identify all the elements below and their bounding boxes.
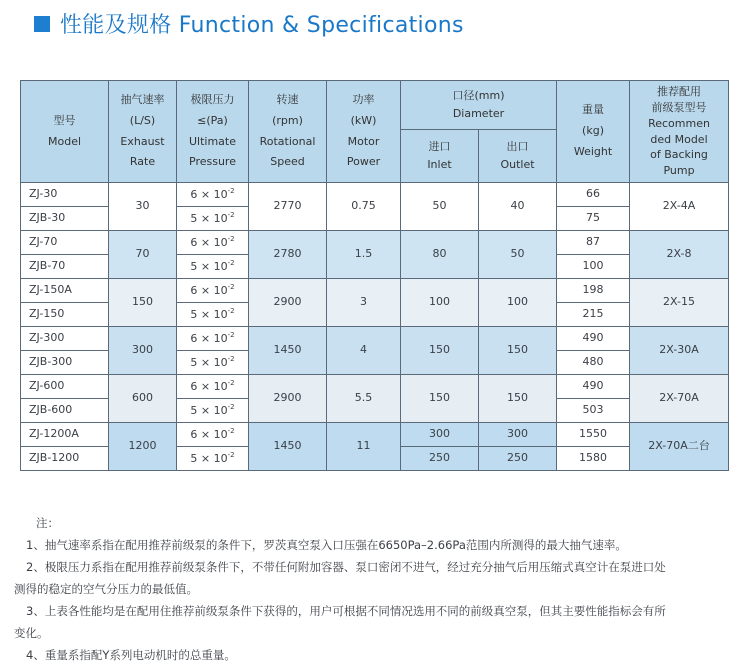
outlet-cell: 100 [479, 279, 557, 327]
weight-cell: 490 [557, 375, 630, 399]
model-cell: ZJ-150A [21, 279, 109, 303]
table-body [21, 183, 729, 471]
inlet-cell: 250 [401, 447, 479, 471]
outlet-cell: 50 [479, 231, 557, 279]
backing-cell: 2X-70A二台 [630, 423, 729, 471]
power-cell: 4 [327, 327, 401, 375]
header-rate: 抽气速率 (L/S) Exhaust Rate [109, 81, 177, 183]
rate-cell: 30 [109, 183, 177, 231]
pressure-cell: $5 \times 10^{-2}$ [177, 447, 249, 471]
notes-label: 注： [36, 516, 59, 530]
power-cell: 11 [327, 423, 401, 471]
pressure-cell: $6 \times 10^{-2}$ [177, 183, 249, 207]
note-3-continued: 变化。 [14, 626, 49, 640]
backing-cell: 2X-15 [630, 279, 729, 327]
pressure-cell: $6 \times 10^{-2}$ [177, 327, 249, 351]
notes-section [14, 512, 734, 666]
header-inlet: 进口 Inlet [401, 130, 479, 183]
inlet-cell: 300 [401, 423, 479, 447]
weight-cell: 1580 [557, 447, 630, 471]
inlet-cell: 100 [401, 279, 479, 327]
pressure-cell: $5 \times 10^{-2}$ [177, 303, 249, 327]
model-cell: ZJB-600 [21, 399, 109, 423]
spec-table [20, 80, 729, 471]
section-header [34, 8, 464, 39]
note-3: 3、上表各性能均是在配用住推荐前级泵条件下获得的，用户可根据不同情况选用不同的前级真空泵，但其主要性能指标会有所 [26, 604, 666, 618]
model-cell: ZJ-70 [21, 231, 109, 255]
weight-cell: 66 [557, 183, 630, 207]
backing-cell: 2X-30A [630, 327, 729, 375]
header-speed: 转速 (rpm) Rotational Speed [249, 81, 327, 183]
backing-cell: 2X-70A [630, 375, 729, 423]
backing-cell: 2X-4A [630, 183, 729, 231]
table-row [21, 279, 729, 303]
header-model: 型号 Model [21, 81, 109, 183]
model-cell: ZJ-150 [21, 303, 109, 327]
weight-cell: 75 [557, 207, 630, 231]
inlet-cell: 150 [401, 375, 479, 423]
table-header [21, 81, 729, 183]
pressure-cell: $6 \times 10^{-2}$ [177, 279, 249, 303]
outlet-cell: 150 [479, 375, 557, 423]
model-cell: ZJ-1200A [21, 423, 109, 447]
pressure-cell: $5 \times 10^{-2}$ [177, 255, 249, 279]
rate-cell: 70 [109, 231, 177, 279]
weight-cell: 503 [557, 399, 630, 423]
pressure-cell: $5 \times 10^{-2}$ [177, 399, 249, 423]
header-backing-pump: 推荐配用 前级泵型号 Recommen ded Model of Backing Pump [630, 81, 729, 183]
model-cell: ZJB-300 [21, 351, 109, 375]
pressure-cell: $6 \times 10^{-2}$ [177, 231, 249, 255]
weight-cell: 1550 [557, 423, 630, 447]
weight-cell: 198 [557, 279, 630, 303]
model-cell: ZJ-600 [21, 375, 109, 399]
header-pressure: 极限压力 ≤(Pa) Ultimate Pressure [177, 81, 249, 183]
outlet-cell: 250 [479, 447, 557, 471]
weight-cell: 480 [557, 351, 630, 375]
weight-cell: 87 [557, 231, 630, 255]
speed-cell: 2780 [249, 231, 327, 279]
table-row [21, 423, 729, 447]
table-row [21, 183, 729, 207]
power-cell: 3 [327, 279, 401, 327]
rate-cell: 1200 [109, 423, 177, 471]
pressure-cell: $6 \times 10^{-2}$ [177, 423, 249, 447]
weight-cell: 215 [557, 303, 630, 327]
inlet-cell: 80 [401, 231, 479, 279]
note-2: 2、极限压力系指在配用推荐前级泵条件下，不带任何附加容器、泵口密闭不进气，经过充分抽气后用压缩式真空计在泵进口处 [26, 560, 666, 574]
rate-cell: 300 [109, 327, 177, 375]
header-weight: 重量 (kg) Weight [557, 81, 630, 183]
pressure-cell: $5 \times 10^{-2}$ [177, 351, 249, 375]
model-cell: ZJB-30 [21, 207, 109, 231]
speed-cell: 2770 [249, 183, 327, 231]
speed-cell: 2900 [249, 375, 327, 423]
model-cell: ZJ-30 [21, 183, 109, 207]
power-cell: 0.75 [327, 183, 401, 231]
weight-cell: 490 [557, 327, 630, 351]
table-row [21, 327, 729, 351]
header-outlet: 出口 Outlet [479, 130, 557, 183]
model-cell: ZJB-1200 [21, 447, 109, 471]
table-row [21, 231, 729, 255]
pressure-cell: $6 \times 10^{-2}$ [177, 375, 249, 399]
backing-cell: 2X-8 [630, 231, 729, 279]
section-title: 性能及规格 Function & Specifications [60, 13, 464, 38]
weight-cell: 100 [557, 255, 630, 279]
header-power: 功率 (kW) Motor Power [327, 81, 401, 183]
note-4: 4、重量系指配Y系列电动机时的总重量。 [26, 648, 236, 662]
pressure-cell: $5 \times 10^{-2}$ [177, 207, 249, 231]
model-cell: ZJ-300 [21, 327, 109, 351]
bullet-square-icon [34, 16, 50, 32]
outlet-cell: 150 [479, 327, 557, 375]
inlet-cell: 150 [401, 327, 479, 375]
rate-cell: 600 [109, 375, 177, 423]
speed-cell: 1450 [249, 327, 327, 375]
outlet-cell: 40 [479, 183, 557, 231]
header-diameter: 口径(mm) Diameter [401, 81, 557, 130]
outlet-cell: 300 [479, 423, 557, 447]
speed-cell: 1450 [249, 423, 327, 471]
power-cell: 1.5 [327, 231, 401, 279]
inlet-cell: 50 [401, 183, 479, 231]
note-1: 1、抽气速率系指在配用推荐前级泵的条件下，罗茨真空泵入口压强在6650Pa–2.66Pa范围内所测得的最大抽气速率。 [26, 538, 627, 552]
speed-cell: 2900 [249, 279, 327, 327]
rate-cell: 150 [109, 279, 177, 327]
model-cell: ZJB-70 [21, 255, 109, 279]
table-row [21, 375, 729, 399]
note-2-continued: 测得的稳定的空气分压力的最低值。 [14, 582, 198, 596]
power-cell: 5.5 [327, 375, 401, 423]
